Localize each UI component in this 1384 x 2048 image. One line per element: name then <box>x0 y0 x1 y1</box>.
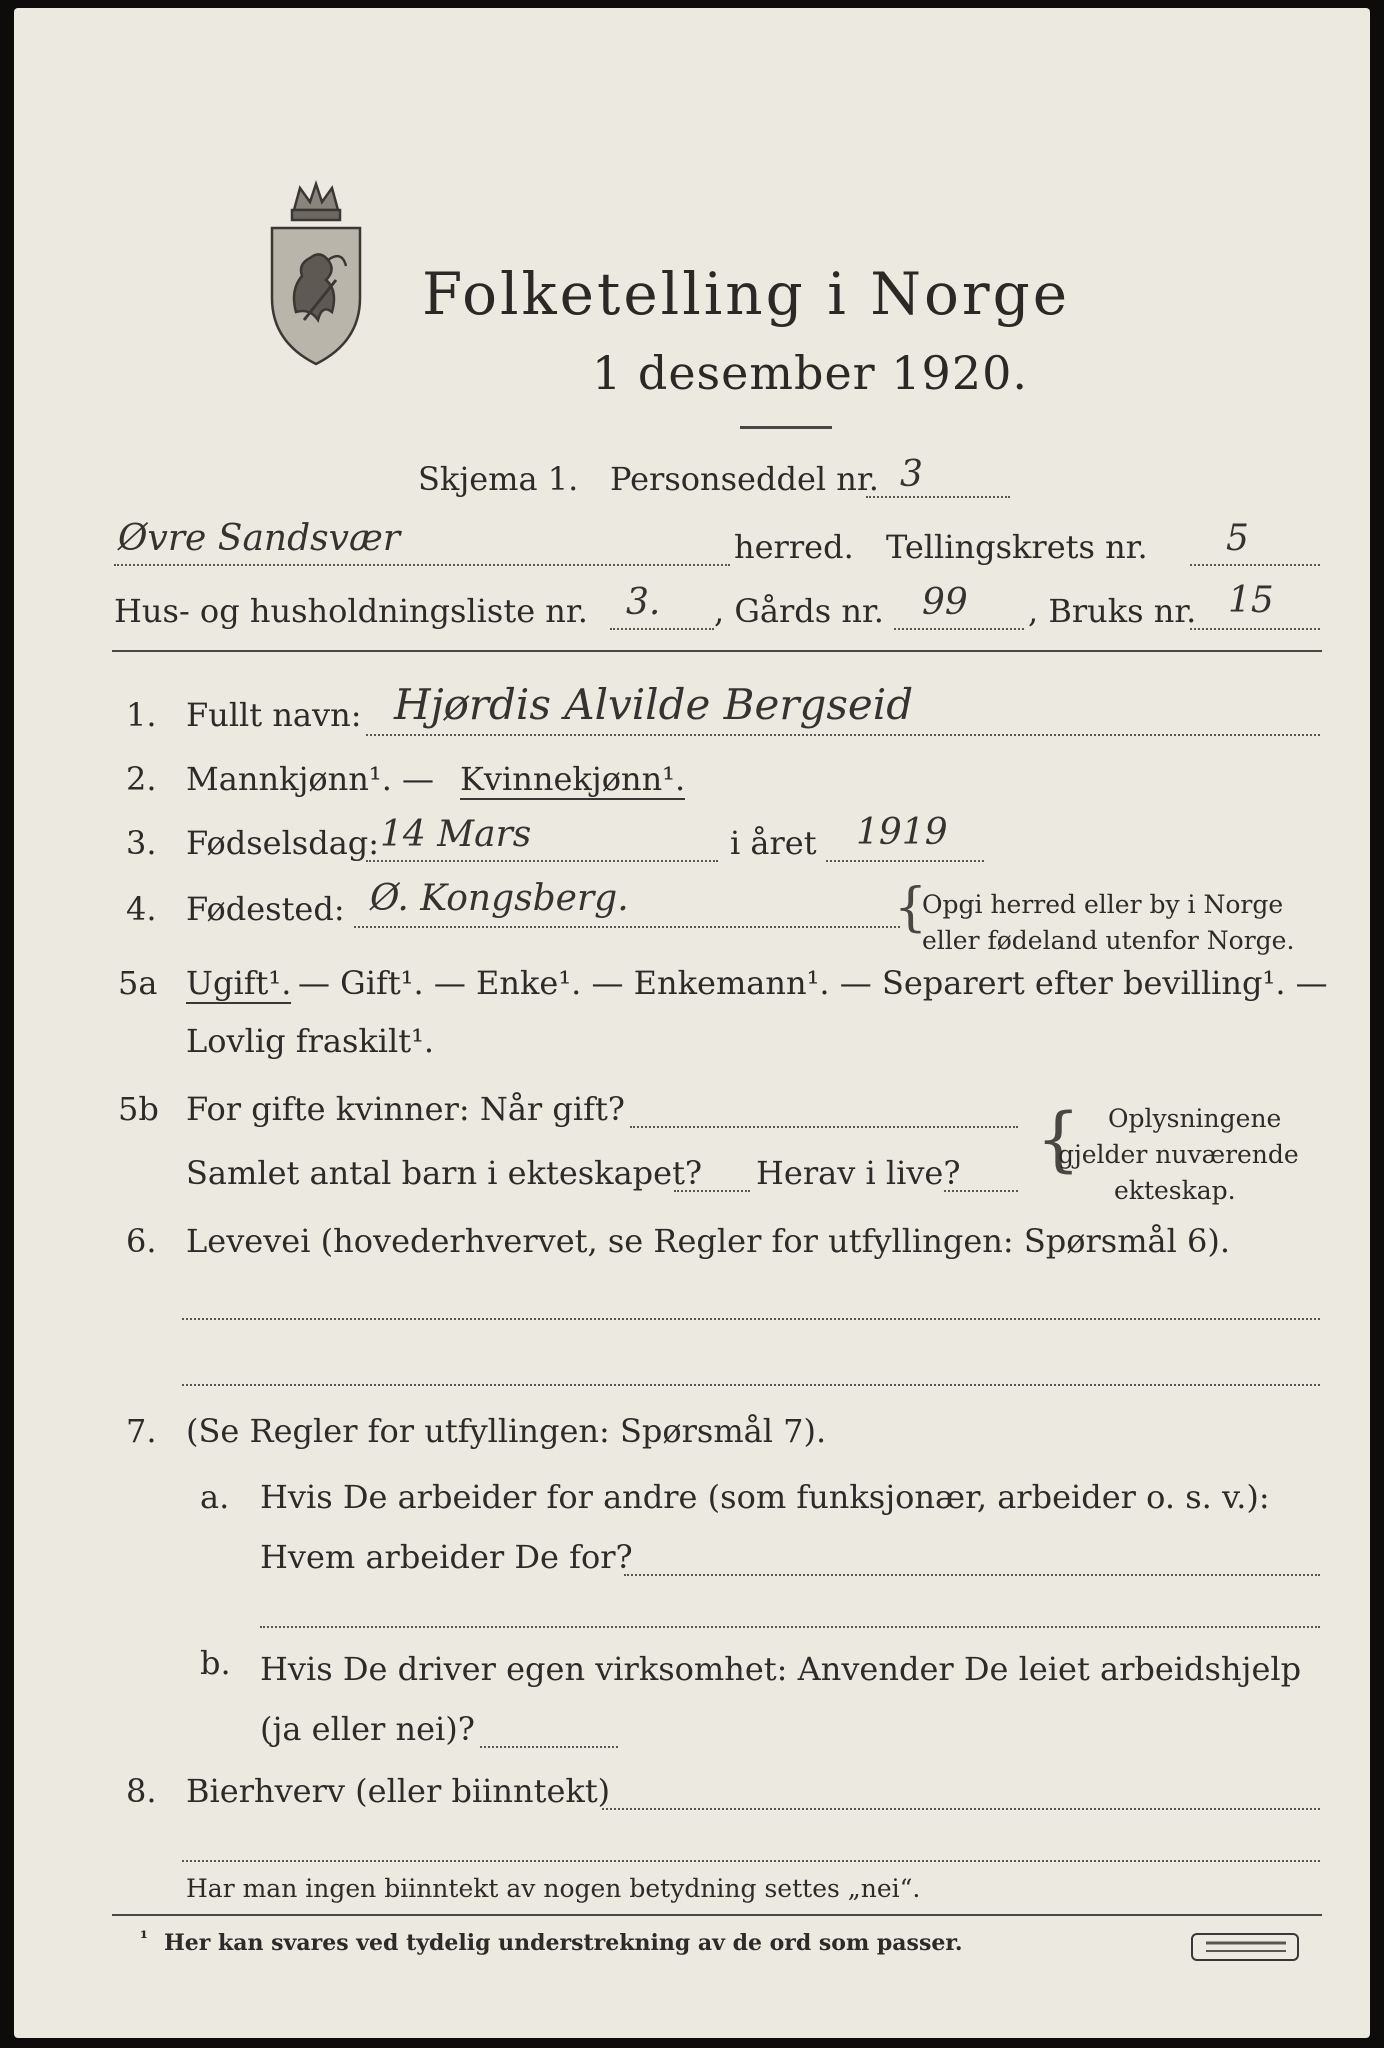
personseddel-line <box>866 496 1010 498</box>
form-date: 1 desember 1920. <box>592 346 1028 400</box>
q2-number: 2. <box>126 760 157 798</box>
personseddel-value[interactable]: 3 <box>900 454 923 495</box>
q5b-brace: { <box>1036 1098 1081 1180</box>
birthdate-value[interactable]: 14 Mars <box>380 814 532 855</box>
norwegian-lion-coat-of-arms-icon <box>264 180 368 370</box>
occupation-line-1 <box>182 1318 1320 1320</box>
tellingskrets-value[interactable]: 5 <box>1226 518 1249 559</box>
birthplace-value[interactable]: Ø. Kongsberg. <box>370 878 629 919</box>
q3-number: 3. <box>126 824 157 862</box>
q4-note-line-2: eller fødeland utenfor Norge. <box>922 926 1295 955</box>
q7b-hire-label: (ja eller nei)? <box>260 1710 475 1748</box>
side-income-line-1 <box>602 1808 1320 1810</box>
status-fraskilt-option[interactable]: Lovlig fraskilt¹. <box>186 1022 435 1060</box>
full-name-value[interactable]: Hjørdis Alvilde Bergseid <box>394 680 914 729</box>
q7b-letter: b. <box>200 1644 231 1682</box>
q7-number: 7. <box>126 1412 157 1450</box>
q3-line <box>366 860 718 862</box>
q6-label: Levevei (hovederhvervet, se Regler for utfyllingen: Spørsmål 6). <box>186 1222 1231 1260</box>
q4-number: 4. <box>126 890 157 928</box>
q8-note: Har man ingen biinntekt av nogen betydning settes „nei“. <box>186 1874 921 1903</box>
gender-female-option[interactable]: Kvinnekjønn¹. <box>460 760 686 798</box>
census-form-page <box>14 8 1370 2038</box>
tellingskrets-line <box>1190 564 1320 566</box>
q8-number: 8. <box>126 1772 157 1810</box>
footnote-text: Her kan svares ved tydelig understrekning av de ord som passer. <box>164 1930 963 1956</box>
q3-year-label: i året <box>730 824 817 862</box>
hus-label: Hus- og husholdningsliste nr. <box>114 592 588 630</box>
q1-line <box>366 734 1320 736</box>
status-ugift-option[interactable]: Ugift¹. <box>186 964 292 1002</box>
hus-line <box>610 628 714 630</box>
q7a-employer-label: Hvem arbeider De for? <box>260 1538 633 1576</box>
q3-year-line <box>826 860 984 862</box>
q7b-question: Hvis De driver egen virksomhet: Anvender De leiet arbeidshjelp <box>260 1650 1302 1688</box>
q5b-number: 5b <box>118 1090 159 1128</box>
q7a-letter: a. <box>200 1478 230 1516</box>
hus-value[interactable]: 3. <box>626 582 661 623</box>
q7-label: (Se Regler for utfyllingen: Spørsmål 7). <box>186 1412 827 1450</box>
q1-label: Fullt navn: <box>186 696 362 734</box>
q5a-number: 5a <box>118 964 158 1002</box>
q5b-alive-label: Herav i live? <box>756 1154 961 1192</box>
employer-line-2 <box>260 1626 1320 1628</box>
q8-label: Bierhverv (eller biinntekt) <box>186 1772 611 1810</box>
hire-answer-line <box>480 1746 618 1748</box>
employer-line-1 <box>624 1574 1320 1576</box>
children-alive-line <box>944 1190 1018 1192</box>
q4-line <box>354 926 900 928</box>
herred-line <box>114 564 730 566</box>
tellingskrets-label: Tellingskrets nr. <box>886 528 1148 566</box>
form-title: Folketelling i Norge <box>422 260 1071 328</box>
q4-note-line-1: Opgi herred eller by i Norge <box>922 890 1284 919</box>
q1-number: 1. <box>126 696 157 734</box>
q5b-label: For gifte kvinner: Når gift? <box>186 1090 625 1128</box>
printer-stamp-icon <box>1190 1932 1300 1962</box>
q4-brace: { <box>894 878 928 938</box>
gender-male-option[interactable]: Mannkjønn¹. — <box>186 760 435 798</box>
footnote-marker: ¹ <box>140 1928 148 1949</box>
bruks-value[interactable]: 15 <box>1228 580 1274 621</box>
q5b-note-line-1: Oplysningene <box>1108 1104 1282 1133</box>
personseddel-label: Personseddel nr. <box>610 460 879 498</box>
children-count-line <box>674 1190 750 1192</box>
q6-number: 6. <box>126 1222 157 1260</box>
bruks-label: , Bruks nr. <box>1028 592 1197 630</box>
footnote-separator <box>112 1914 1322 1916</box>
birth-year-value[interactable]: 1919 <box>856 812 948 853</box>
gards-value[interactable]: 99 <box>922 582 968 623</box>
herred-value[interactable]: Øvre Sandsvær <box>118 518 401 559</box>
q7a-question: Hvis De arbeider for andre (som funksjonær, arbeider o. s. v.): <box>260 1478 1270 1516</box>
header-separator <box>112 650 1322 652</box>
herred-label: herred. <box>734 528 854 566</box>
q5b-note-line-2: gjelder nuværende <box>1058 1140 1299 1169</box>
gards-label: , Gårds nr. <box>714 592 884 630</box>
q4-label: Fødested: <box>186 890 345 928</box>
q5b-note-line-3: ekteskap. <box>1114 1176 1236 1205</box>
occupation-line-2 <box>182 1384 1320 1386</box>
q3-label: Fødselsdag: <box>186 824 380 862</box>
skjema-label: Skjema 1. <box>418 460 579 498</box>
status-other-options[interactable]: — Gift¹. — Enke¹. — Enkemann¹. — Separert efter bevilling¹. — <box>298 964 1328 1002</box>
gards-line <box>894 628 1024 630</box>
q5b-children-label: Samlet antal barn i ekteskapet? <box>186 1154 703 1192</box>
side-income-line-2 <box>182 1860 1320 1862</box>
married-when-line <box>630 1126 1018 1128</box>
title-divider <box>740 426 832 429</box>
bruks-line <box>1190 628 1320 630</box>
